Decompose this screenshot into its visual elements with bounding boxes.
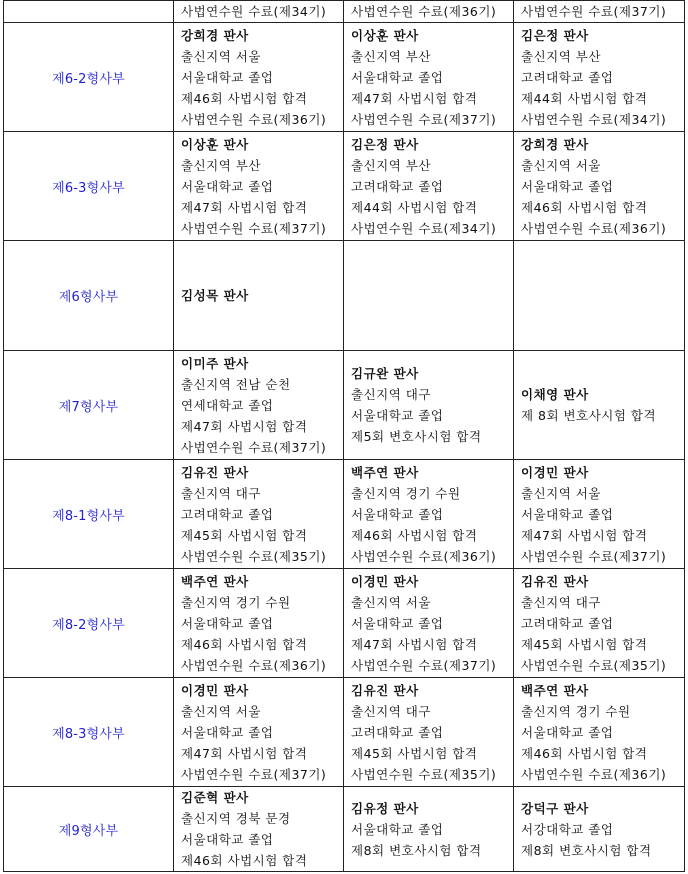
judge-detail-line: 서울대학교 졸업 (521, 724, 614, 740)
judge-cell (344, 787, 514, 872)
judge-cell (514, 569, 685, 678)
judge-cell (514, 460, 685, 569)
judge-detail-line: 사법연수원 수료(제37기) (351, 111, 497, 127)
department-name: 제8-2형사부 (4, 569, 174, 678)
judge-detail-line: 사법연수원 수료(제35기) (351, 766, 497, 782)
judge-detail-line: 서울대학교 졸업 (351, 615, 444, 631)
judge-detail-line: 서울대학교 졸업 (351, 821, 444, 837)
table-row (4, 787, 685, 872)
table-row (4, 132, 685, 241)
judge-detail-line: 제5회 변호사시험 합격 (351, 429, 482, 444)
judge-cell (174, 1, 344, 23)
judge-detail-line: 서울대학교 졸업 (181, 615, 274, 631)
judge-detail-line: 제45회 사법시험 합격 (181, 527, 308, 543)
judge-cell (344, 241, 514, 351)
judge-cell (344, 1, 514, 23)
judge-detail-line: 제45회 사법시험 합격 (521, 636, 648, 652)
judge-detail-line: 사법연수원 수료(제37기) (351, 657, 497, 673)
judge-name: 김유진 판사 (351, 682, 419, 698)
judge-detail-line: 사법연수원 수료(제36기) (351, 548, 497, 564)
department-name (4, 1, 174, 23)
judge-detail-line: 출신지역 경북 문경 (181, 811, 291, 826)
judge-detail-line: 제44회 사법시험 합격 (351, 199, 478, 215)
judge-name: 백주연 판사 (521, 682, 589, 698)
department-name: 제7형사부 (4, 351, 174, 460)
judge-cell (174, 569, 344, 678)
judge-name: 김규완 판사 (351, 366, 419, 381)
judge-name: 김유정 판사 (351, 800, 419, 816)
judge-cell (514, 351, 685, 460)
judge-cell (344, 569, 514, 678)
department-name: 제8-3형사부 (4, 678, 174, 787)
judge-detail-line: 고려대학교 졸업 (351, 724, 444, 740)
judge-detail-line: 서울대학교 졸업 (351, 408, 444, 423)
judge-detail-line: 사법연수원 수료(제34기) (521, 111, 667, 127)
judge-detail-line: 제47회 사법시험 합격 (351, 90, 478, 106)
judge-detail-line: 제46회 사법시험 합격 (521, 199, 648, 215)
table-body (4, 1, 685, 872)
judge-detail-line: 제45회 사법시험 합격 (351, 745, 478, 761)
judge-detail-line: 제46회 사법시험 합격 (181, 90, 308, 106)
judge-detail-line: 서강대학교 졸업 (521, 821, 614, 837)
table-row (4, 351, 685, 460)
judge-detail-line: 사법연수원 수료(제37기) (181, 439, 327, 455)
judge-detail-line: 사법연수원 수료(제37기) (521, 548, 667, 564)
judge-detail-line: 출신지역 부산 (351, 48, 431, 64)
judge-cell (174, 787, 344, 872)
judge-cell (174, 241, 344, 351)
judge-name: 이상훈 판사 (351, 27, 419, 43)
judge-detail-line: 사법연수원 수료(제34기) (181, 4, 327, 19)
table-row (4, 460, 685, 569)
judge-detail-line: 서울대학교 졸업 (521, 178, 614, 194)
judge-cell (514, 23, 685, 132)
judge-assignment-table (3, 0, 685, 872)
department-name: 제8-1형사부 (4, 460, 174, 569)
judge-detail-line: 서울대학교 졸업 (181, 724, 274, 740)
judge-detail-line: 출신지역 부산 (351, 157, 431, 173)
judge-detail-line: 사법연수원 수료(제35기) (521, 657, 667, 673)
department-name: 제6-3형사부 (4, 132, 174, 241)
judge-detail-line: 제46회 사법시험 합격 (181, 636, 308, 652)
judge-name: 김준혁 판사 (181, 790, 249, 805)
judge-detail-line: 사법연수원 수료(제36기) (181, 657, 327, 673)
judge-detail-line: 서울대학교 졸업 (351, 506, 444, 522)
judge-cell (344, 23, 514, 132)
judge-detail-line: 출신지역 경기 수원 (521, 703, 631, 719)
judge-cell (514, 1, 685, 23)
judge-name: 김은정 판사 (351, 136, 419, 152)
judge-name: 백주연 판사 (351, 464, 419, 480)
judge-detail-line: 사법연수원 수료(제36기) (181, 111, 327, 127)
judge-detail-line: 출신지역 부산 (181, 157, 261, 173)
judge-name: 강덕구 판사 (521, 800, 589, 816)
department-name: 제6형사부 (4, 241, 174, 351)
judge-detail-line: 제46회 사법시험 합격 (181, 853, 308, 868)
judge-detail-line: 출신지역 경기 수원 (181, 594, 291, 610)
judge-detail-line: 제46회 사법시험 합격 (351, 527, 478, 543)
judge-detail-line: 서울대학교 졸업 (181, 69, 274, 85)
judge-detail-line: 출신지역 대구 (181, 485, 261, 501)
judge-detail-line: 출신지역 대구 (351, 387, 431, 402)
judge-detail-line: 연세대학교 졸업 (181, 397, 274, 413)
judge-cell (174, 351, 344, 460)
judge-cell (514, 241, 685, 351)
judge-cell (514, 132, 685, 241)
table-row (4, 569, 685, 678)
judge-name: 김성목 판사 (181, 288, 249, 303)
judge-cell (174, 23, 344, 132)
judge-cell (344, 460, 514, 569)
judge-detail-line: 고려대학교 졸업 (521, 615, 614, 631)
judge-name: 이경민 판사 (521, 464, 589, 480)
judge-detail-line: 서울대학교 졸업 (181, 178, 274, 194)
judge-detail-line: 제47회 사법시험 합격 (181, 199, 308, 215)
judge-detail-line: 제8회 변호사시험 합격 (521, 842, 652, 858)
judge-detail-line: 출신지역 부산 (521, 48, 601, 64)
judge-detail-line: 고려대학교 졸업 (181, 506, 274, 522)
judge-cell (344, 678, 514, 787)
table-row (4, 23, 685, 132)
judge-detail-line: 출신지역 대구 (351, 703, 431, 719)
judge-name: 강희경 판사 (521, 136, 589, 152)
judge-detail-line: 제 8회 변호사시험 합격 (521, 408, 657, 423)
judge-detail-line: 사법연수원 수료(제37기) (521, 4, 667, 19)
judge-detail-line: 제47회 사법시험 합격 (351, 636, 478, 652)
judge-detail-line: 서울대학교 졸업 (351, 69, 444, 85)
judge-detail-line: 서울대학교 졸업 (181, 832, 274, 847)
judge-detail-line: 사법연수원 수료(제36기) (521, 220, 667, 236)
judge-name: 이경민 판사 (351, 573, 419, 589)
judge-name: 이채영 판사 (521, 387, 589, 402)
judge-name: 이미주 판사 (181, 355, 249, 371)
judge-detail-line: 고려대학교 졸업 (521, 69, 614, 85)
judge-detail-line: 고려대학교 졸업 (351, 178, 444, 194)
department-name: 제9형사부 (4, 787, 174, 872)
judge-detail-line: 사법연수원 수료(제36기) (351, 4, 497, 19)
judge-cell (174, 460, 344, 569)
judge-detail-line: 사법연수원 수료(제36기) (521, 766, 667, 782)
judge-cell (174, 132, 344, 241)
judge-detail-line: 출신지역 경기 수원 (351, 485, 461, 501)
judge-detail-line: 출신지역 서울 (181, 703, 261, 719)
judge-detail-line: 제46회 사법시험 합격 (521, 745, 648, 761)
table-row (4, 678, 685, 787)
judge-detail-line: 출신지역 서울 (181, 48, 261, 64)
judge-detail-line: 제44회 사법시험 합격 (521, 90, 648, 106)
judge-name: 김은정 판사 (521, 27, 589, 43)
judge-detail-line: 사법연수원 수료(제34기) (351, 220, 497, 236)
judge-cell (344, 351, 514, 460)
judge-cell (514, 678, 685, 787)
judge-detail-line: 출신지역 서울 (521, 485, 601, 501)
judge-detail-line: 출신지역 서울 (521, 157, 601, 173)
judge-detail-line: 서울대학교 졸업 (521, 506, 614, 522)
table-row (4, 241, 685, 351)
judge-detail-line: 사법연수원 수료(제37기) (181, 220, 327, 236)
judge-name: 백주연 판사 (181, 573, 249, 589)
judge-cell (514, 787, 685, 872)
judge-detail-line: 출신지역 서울 (351, 594, 431, 610)
judge-cell (174, 678, 344, 787)
judge-detail-line: 출신지역 전남 순천 (181, 376, 291, 392)
judge-detail-line: 출신지역 대구 (521, 594, 601, 610)
judge-detail-line: 사법연수원 수료(제35기) (181, 548, 327, 564)
judge-detail-line: 사법연수원 수료(제37기) (181, 766, 327, 782)
judge-cell (344, 132, 514, 241)
judge-name: 이경민 판사 (181, 682, 249, 698)
judge-name: 김유진 판사 (521, 573, 589, 589)
judge-name: 이상훈 판사 (181, 136, 249, 152)
judge-detail-line: 제47회 사법시험 합격 (181, 745, 308, 761)
judge-name: 김유진 판사 (181, 464, 249, 480)
judge-detail-line: 제8회 변호사시험 합격 (351, 842, 482, 858)
department-name: 제6-2형사부 (4, 23, 174, 132)
table-row (4, 1, 685, 23)
judge-detail-line: 제47회 사법시험 합격 (521, 527, 648, 543)
judge-name: 강희경 판사 (181, 27, 249, 43)
judge-detail-line: 제47회 사법시험 합격 (181, 418, 308, 434)
